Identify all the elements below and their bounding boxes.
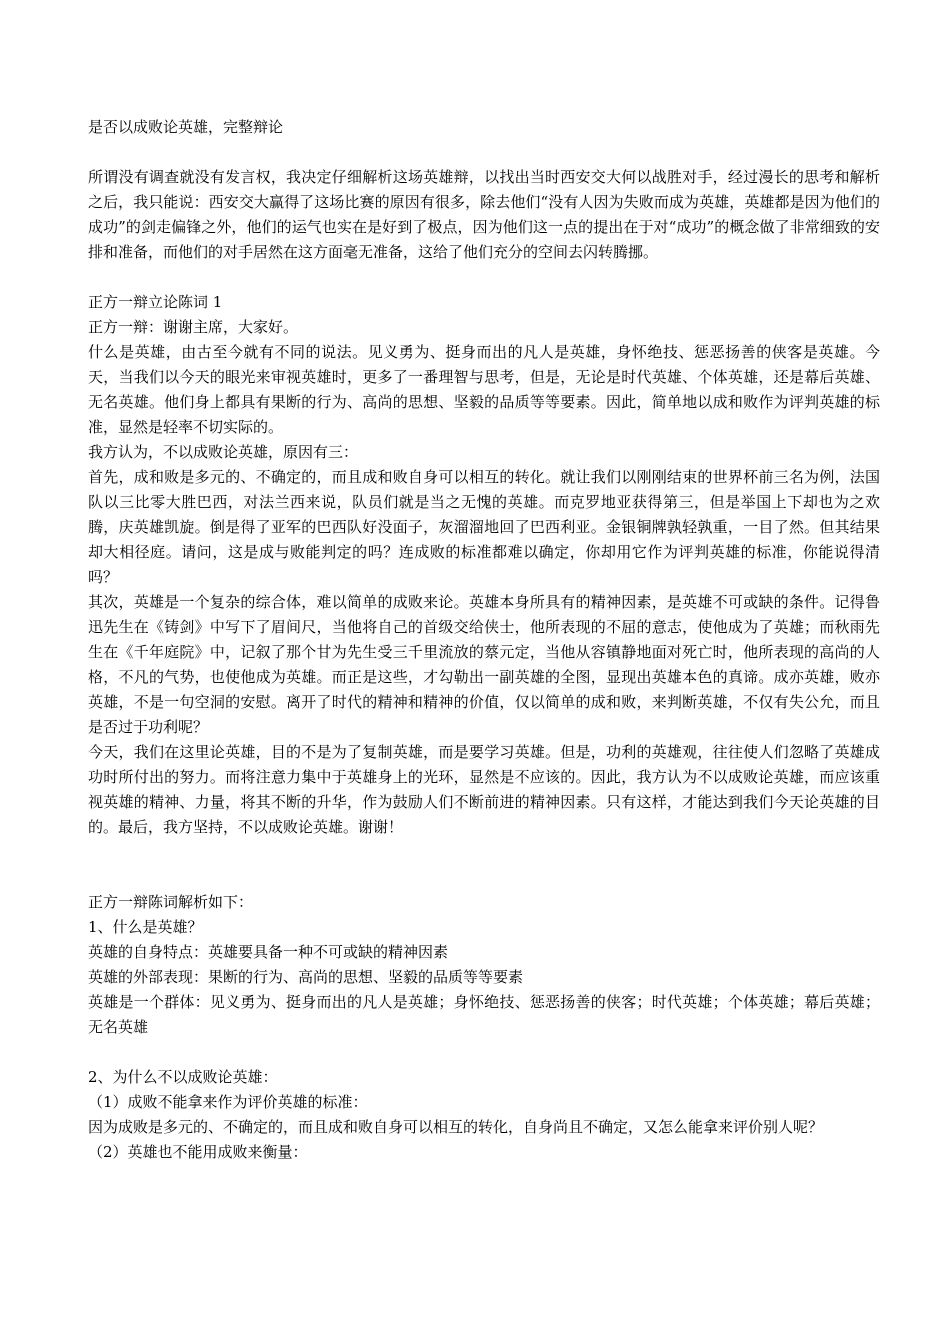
speech-paragraph-2: 我方认为，不以成败论英雄，原因有三： — [88, 443, 359, 461]
speech-paragraph-1: 什么是英雄，由古至今就有不同的说法。见义勇为、挺身而出的凡人是英雄，身怀绝技、惩恶扬善的侠客是英雄。今天，当我们以今天的眼光来审视英雄时，更多了一番理智与思考，但是，无论是时代英雄、个体英雄，还是幕后英雄、无名英雄。他们身上都具有果断的行为、高尚的思想、坚毅的品质等等要素。因此，简单地以成和败作为评判英雄的标准，显然是轻率不切实际的。 — [88, 343, 880, 436]
spacer — [88, 265, 880, 290]
spacer — [88, 1040, 880, 1065]
analysis-point-1b: 英雄的外部表现：果断的行为、高尚的思想、坚毅的品质等等要素 — [88, 968, 524, 986]
analysis-subpoint-2-1-text: 因为成败是多元的、不确定的，而且成和败自身可以相互的转化，自身尚且不确定，又怎么能拿来评价别人呢？ — [88, 1118, 824, 1136]
spacer — [88, 840, 880, 890]
spacer — [88, 140, 880, 165]
analysis-question-1: 1、什么是英雄？ — [88, 918, 203, 936]
analysis-heading: 正方一辩陈词解析如下： — [88, 893, 254, 911]
analysis-subpoint-2-2: （2）英雄也不能用成败来衡量： — [88, 1143, 308, 1161]
analysis-question-2: 2、为什么不以成败论英雄： — [88, 1068, 278, 1086]
analysis-point-1c: 英雄是一个群体：见义勇为、挺身而出的凡人是英雄；身怀绝技、惩恶扬善的侠客；时代英雄；个体英雄；幕后英雄；无名英雄 — [88, 993, 880, 1036]
speech-paragraph-5: 今天，我们在这里论英雄，目的不是为了复制英雄，而是要学习英雄。但是，功利的英雄观，往往使人们忽略了英雄成功时所付出的努力。而将注意力集中于英雄身上的光环，显然是不应该的。因此，我方认为不以成败论英雄，而应该重视英雄的精神、力量，将其不断的升华，作为鼓励人们不断前进的精神因素。只有这样，才能达到我们今天论英雄的目的。最后，我方坚持，不以成败论英雄。谢谢！ — [88, 743, 880, 836]
speech-heading: 正方一辩立论陈词 1 — [88, 293, 223, 311]
analysis-point-1a: 英雄的自身特点：英雄要具备一种不可或缺的精神因素 — [88, 943, 449, 961]
speech-paragraph-4: 其次，英雄是一个复杂的综合体，难以简单的成败来论。英雄本身所具有的精神因素，是英雄不可或缺的条件。记得鲁迅先生在《铸剑》中写下了眉间尺，当他将自己的首级交给侠士，他所表现的不屈的意志，使他成为了英雄；而秋雨先生在《千年庭院》中，记叙了那个甘为先生受三千里流放的蔡元定，当他从容镇静地面对死亡时，他所表现的高尚的人格，不凡的气势，也使他成为英雄。而正是这些，才勾勒出一副英雄的全图，显现出英雄本色的真谛。成亦英雄，败亦英雄，不是一句空洞的安慰。离开了时代的精神和精神的价值，仅以简单的成和败，来判断英雄，不仅有失公允，而且是否过于功利呢？ — [88, 593, 880, 736]
analysis-subpoint-2-1: （1）成败不能拿来作为评价英雄的标准： — [88, 1093, 368, 1111]
document-title: 是否以成败论英雄，完整辩论 — [88, 118, 284, 136]
intro-paragraph: 所谓没有调查就没有发言权，我决定仔细解析这场英雄辩，以找出当时西安交大何以战胜对手，经过漫长的思考和解析之后，我只能说：西安交大赢得了这场比赛的原因有很多，除去他们“没有人因为失败而成为英雄，英雄都是因为他们的成功”的剑走偏锋之外，他们的运气也实在是好到了极点，因为他们这一点的提出在于对“成功”的概念做了非常细致的安排和准备，而他们的对手居然在这方面毫无准备，这给了他们充分的空间去闪转腾挪。 — [88, 168, 880, 261]
speech-greeting: 正方一辩：谢谢主席，大家好。 — [88, 318, 299, 336]
speech-paragraph-3: 首先，成和败是多元的、不确定的，而且成和败自身可以相互的转化。就让我们以刚刚结束的世界杯前三名为例，法国队以三比零大胜巴西，对法兰西来说，队员们就是当之无愧的英雄。而克罗地亚获得第三，但是举国上下却也为之欢腾，庆英雄凯旋。倒是得了亚军的巴西队好没面子，灰溜溜地回了巴西利亚。金银铜牌孰轻孰重，一目了然。但其结果却大相径庭。请问，这是成与败能判定的吗？连成败的标准都难以确定，你却用它作为评判英雄的标准，你能说得清吗？ — [88, 468, 880, 586]
document-page — [88, 115, 880, 1165]
